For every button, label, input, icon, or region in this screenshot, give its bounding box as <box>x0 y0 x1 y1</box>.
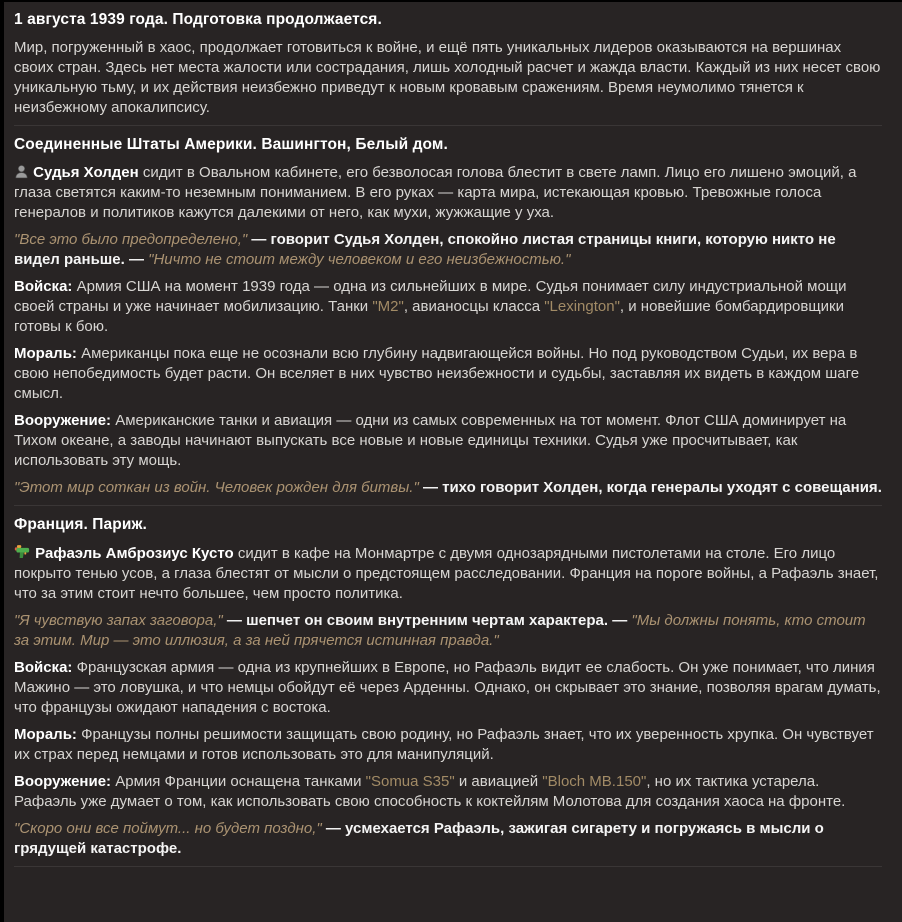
france-troops-paragraph <box>14 658 882 718</box>
france-arms-label: Вооружение: <box>14 773 112 790</box>
usa-quote-2-attribution: — тихо говорит Холден, когда генералы уходят с совещания. <box>418 479 882 496</box>
usa-tank-term: "М2" <box>372 298 404 315</box>
france-quote-2-attribution: — усмехается Рафаэль, зажигая сигарету и погружаясь в мысли о грядущей катастрофе. <box>14 820 824 857</box>
water-pistol-icon <box>14 543 31 560</box>
usa-morale-paragraph <box>14 344 882 404</box>
bottom-divider <box>14 866 882 867</box>
usa-arms-text: Американские танки и авиация — одни из самых современных на тот момент. Флот США доминирует на Тихом океане, а заводы начинают выпускать все новые и новые единицы техники. Судья уже просчитывает, как использовать эту мощь. <box>14 412 847 469</box>
usa-leader-paragraph <box>14 163 882 223</box>
usa-quote-1 <box>14 230 882 270</box>
france-troops-label: Войска: <box>14 659 73 676</box>
france-troops-text: Французская армия — одна из крупнейших в Европе, но Рафаэль видит ее слабость. Он уже понимает, что линия Мажино — это ловушка, и что немцы обойдут её через Арденны. Однако, он скрывает это знание, позволяя врагам думать, что французы ожидают нападения с востока. <box>14 659 881 716</box>
usa-carrier-term: "Lexington" <box>544 298 620 315</box>
usa-morale-text: Американцы пока еще не осознали всю глубину надвигающейся войны. Но под руководством Судьи, их вера в свою непобедимость будет расти. Он вселяет в них чувство неизбежности и судьбы, заставляя их видеть в каждом шаге смысл. <box>14 345 860 402</box>
france-leader-paragraph <box>14 543 882 604</box>
france-tank-term: "Somua S35" <box>365 773 455 790</box>
france-quote-1-open: "Я чувствую запах заговора," <box>14 612 223 629</box>
france-leader-name: Рафаэль Амброзиус Кусто <box>35 545 234 562</box>
usa-quote-2 <box>14 478 882 498</box>
france-arms-text-2: и авиацией <box>454 773 543 790</box>
usa-quote-1-attribution: — говорит Судья Холден, спокойно листая страницы книги, которую никто не видел раньше. — <box>14 231 836 268</box>
usa-quote-2-text: "Этот мир соткан из войн. Человек рожден для битвы." <box>14 479 419 496</box>
usa-arms-paragraph <box>14 411 882 471</box>
usa-troops-text-1: Армия США на момент 1939 года — одна из сильнейших в мире. Судья понимает силу индустриальной мощи своей страны и уже начинает мобилизацию. Танки <box>14 278 847 315</box>
usa-quote-1-close: "Ничто не стоит между человеком и его неизбежностью." <box>148 251 571 268</box>
france-section-title: Франция. Париж. <box>14 516 147 533</box>
usa-leader-name: Судья Холден <box>33 164 139 181</box>
france-leader-desc: сидит в кафе на Монмартре с двумя однозарядными пистолетами на столе. Его лицо покрыто тенью усов, а глаза блестят от мысли о предстоящем расследовании. Франция на пороге войны, а Рафаэль знает, что за этим стоит нечто большее, чем просто политика. <box>14 545 879 602</box>
france-quote-1-close: "Мы должны понять, кто стоит за этим. Мир — это иллюзия, а за ней прячется истинная правда." <box>14 612 866 649</box>
usa-troops-label: Войска: <box>14 278 73 295</box>
intro-title: 1 августа 1939 года. Подготовка продолжается. <box>14 11 382 28</box>
france-morale-text: Французы полны решимости защищать свою родину, но Рафаэль знает, что их уверенность хрупка. Он чувствует их страх перед немцами и готов использовать это для манипуляций. <box>14 726 874 763</box>
france-quote-1-attribution: — шепчет он своим внутренним чертам характера. — <box>222 612 632 629</box>
section-divider <box>14 505 882 506</box>
intro-paragraph: Мир, погруженный в хаос, продолжает готовиться к войне, и ещё пять уникальных лидеров оказываются на вершинах своих стран. Здесь нет места жалости или сострадания, лишь холодный расчет и жажда власти. Каждый из них несет свою уникальную тьму, и их действия неизбежно приведут к новым кровавым сражениям. Время неумолимо тянется к неизбежному апокалипсису. <box>14 39 881 116</box>
france-arms-paragraph <box>14 772 882 812</box>
bust-icon <box>14 164 29 179</box>
france-quote-2 <box>14 819 882 859</box>
usa-troops-paragraph <box>14 277 882 337</box>
france-arms-text-3: , но их тактика устарела. Рафаэль уже думает о том, как использовать свою способность к коктейлям Молотова для создания хаоса на фронте. <box>14 773 846 810</box>
france-quote-1 <box>14 611 882 651</box>
france-arms-text-1: Армия Франции оснащена танками <box>115 773 366 790</box>
usa-quote-1-open: "Все это было предопределено," <box>14 231 248 248</box>
usa-section-title: Соединенные Штаты Америки. Вашингтон, Белый дом. <box>14 136 448 153</box>
france-quote-2-text: "Скоро они все поймут... но будет поздно," <box>14 820 322 837</box>
message-panel <box>4 2 902 922</box>
france-morale-label: Мораль: <box>14 726 77 743</box>
usa-arms-label: Вооружение: <box>14 412 112 429</box>
france-plane-term: "Bloch MB.150" <box>542 773 647 790</box>
usa-troops-text-2: , авианосцы класса <box>403 298 545 315</box>
usa-troops-text-3: , и новейшие бомбардировщики готовы к бою. <box>14 298 844 335</box>
france-morale-paragraph <box>14 725 882 765</box>
section-divider <box>14 125 882 126</box>
usa-leader-desc: сидит в Овальном кабинете, его безволосая голова блестит в свете ламп. Лицо его лишено эмоций, а глаза светятся каким-то неземным пониманием. В его руках — карта мира, истекающая кровью. Тревожные голоса генералов и политиков кажутся далекими от него, как мухи, жужжащие у уха. <box>14 164 857 221</box>
usa-morale-label: Мораль: <box>14 345 77 362</box>
